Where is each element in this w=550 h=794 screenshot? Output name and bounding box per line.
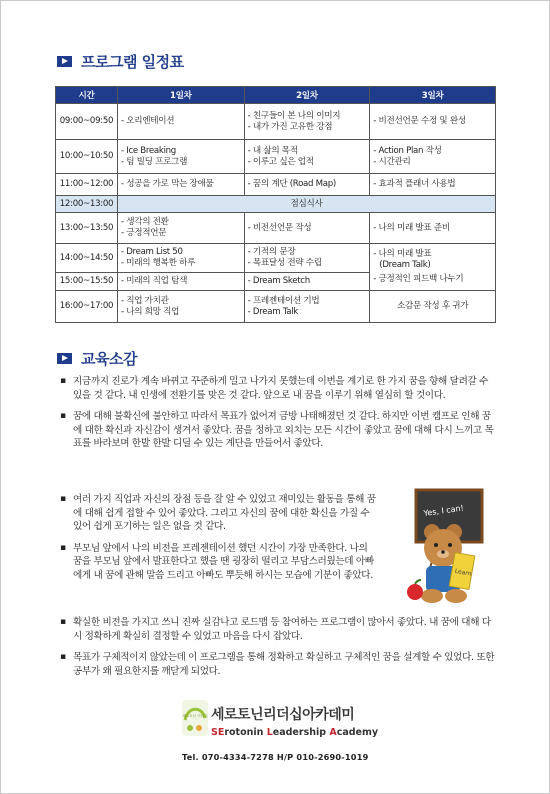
day1-cell: - Dream List 50 - 미래의 행복한 하루	[117, 244, 244, 273]
lunch-cell: 점심식사	[117, 196, 495, 213]
chalkboard-text: Yes, I can!	[423, 503, 465, 518]
review-list-top	[60, 375, 497, 459]
table-row	[56, 244, 496, 273]
day3-cell: 소감문 작성 후 귀가	[370, 291, 496, 323]
list-item: ▪ 확실한 비전을 가지고 쓰니 진짜 실감나고 로드맵 등 참여하는 프로그램이 많아서 좋았다. 내 꿈에 대해 다시 정확하게 확실히 결정할 수 있었고 마음을 다시 잡았다.	[60, 616, 497, 643]
day2-cell: - 꿈의 계단 (Road Map)	[244, 174, 370, 196]
list-item: ▪ 목표가 구체적이지 않았는데 이 프로그램을 통해 정확하고 확실하고 구체적인 꿈을 설계할 수 있었다. 또한 공부가 왜 필요한지를 깨닫게 되었다.	[60, 651, 497, 678]
day3-cell: - 나의 미래 발표 준비	[370, 213, 496, 244]
table-row	[56, 104, 496, 140]
table-row	[56, 291, 496, 323]
time-cell: 09:00~09:50	[56, 104, 118, 140]
academy-name: 세로토닌리더십아카데미	[211, 707, 355, 723]
logo-mark-text: 세로토닌 리더십	[182, 714, 208, 718]
lunch-row	[56, 196, 496, 213]
day3-cell: - 나의 미래 발표 (Dream Talk) - 긍정적인 피드백 나누기	[370, 244, 496, 291]
time-cell: 16:00~17:00	[56, 291, 118, 323]
teddy-bear-illustration	[402, 488, 492, 610]
day1-cell: - 직업 가치관 - 나의 희망 직업	[117, 291, 244, 323]
schedule-table	[55, 86, 496, 323]
time-cell: 13:00~13:50	[56, 213, 118, 244]
time-cell: 12:00~13:00	[56, 196, 118, 213]
day1-cell: - 생각의 전환 - 긍정적언문	[117, 213, 244, 244]
time-cell: 14:00~14:50	[56, 244, 118, 273]
column-header-day1: 1일차	[117, 87, 244, 104]
list-item: ▪ 여러 가지 직업과 자신의 장점 등을 잘 알 수 있었고 재미있는 활동을 통해 꿈에 대해 쉽게 접할 수 있어 좋았다. 그리고 자신의 꿈에 대한 확신을 가질 수 있어 쉽게 포기하는 일은 없을 것 같다.	[60, 493, 376, 534]
column-header-time: 시간	[56, 87, 118, 104]
review-list-middle	[60, 493, 376, 591]
list-item: ▪ 지금까지 진로가 계속 바뀌고 꾸준하게 밀고 나가지 못했는데 이번을 계기로 한 가지 꿈을 향해 달려갈 수 있을 것 같다. 내 인생에 전환기를 맞은 것 같다. 앞으로 내 꿈을 이루기 위해 열심히 할 것이다.	[60, 375, 497, 402]
column-header-day3: 3일차	[370, 87, 496, 104]
day3-cell: - 효과적 플래너 사용법	[370, 174, 496, 196]
time-cell: 15:00~15:50	[56, 273, 118, 291]
day2-cell: - 비전선언문 작성	[244, 213, 370, 244]
table-row	[56, 174, 496, 196]
contact-info: Tel. 070-4334-7278 H/P 010-2690-1019	[182, 752, 369, 762]
review-section-title: 교육소감	[81, 350, 137, 368]
column-header-day2: 2일차	[244, 87, 370, 104]
review-section-header	[57, 348, 137, 369]
day1-cell: - 성공을 가로 막는 장애물	[117, 174, 244, 196]
time-cell: 11:00~12:00	[56, 174, 118, 196]
table-row	[56, 140, 496, 174]
table-row	[56, 213, 496, 244]
day2-cell: - 기적의 문장 - 목표달성 전략 수립	[244, 244, 370, 273]
list-item: ▪ 꿈에 대해 불확신에 불안하고 따라서 목표가 없어져 금방 나태해졌던 것 같다. 하지만 이번 캠프로 인해 꿈에 대한 확신과 자신감이 생겨서 좋았다. 꿈을 정하고 외치는 모든 시간이 좋았고 꿈에 대해 다시 느끼고 목표를 바라보며 한발 한발 디딜 수 있는 계단을 만들어서 좋았다.	[60, 410, 497, 451]
day3-cell: - Action Plan 작성 - 시간관리	[370, 140, 496, 174]
day2-cell: - 내 삶의 목적 - 이루고 싶은 업적	[244, 140, 370, 174]
day2-cell: - 친구들이 본 나의 이미지 - 내가 가진 고유한 강점	[244, 104, 370, 140]
day1-cell: - 오리엔테이션	[117, 104, 244, 140]
list-item: ▪ 부모님 앞에서 나의 비전을 프레젠테이션 했던 시간이 가장 만족한다. 나의 꿈을 부모님 앞에서 발표한다고 했을 땐 굉장히 떨리고 부담스러웠는데 아빠에게 내 꿈에 관해 말씀 드리고 아빠도 뿌듯해 하시는 모습에 기분이 좋았다.	[60, 542, 376, 583]
day2-cell: - Dream Sketch	[244, 273, 370, 291]
day2-cell: - 프레젠테이션 기법 - Dream Talk	[244, 291, 370, 323]
schedule-section-header	[57, 51, 184, 72]
play-icon	[57, 56, 72, 67]
day1-cell: - 미래의 직업 탐색	[117, 273, 244, 291]
day1-cell: - Ice Breaking - 팀 빌딩 프로그램	[117, 140, 244, 174]
academy-logo-icon	[182, 700, 208, 736]
play-icon	[57, 353, 72, 364]
review-list-bottom	[60, 616, 497, 686]
day3-cell: - 비전선언문 수정 및 완성	[370, 104, 496, 140]
sign-text: Learn	[454, 567, 472, 578]
academy-name-english: SErotonin Leadership Academy	[211, 727, 379, 738]
schedule-section-title: 프로그램 일정표	[81, 53, 184, 71]
table-header-row	[56, 87, 496, 104]
time-cell: 10:00~10:50	[56, 140, 118, 174]
